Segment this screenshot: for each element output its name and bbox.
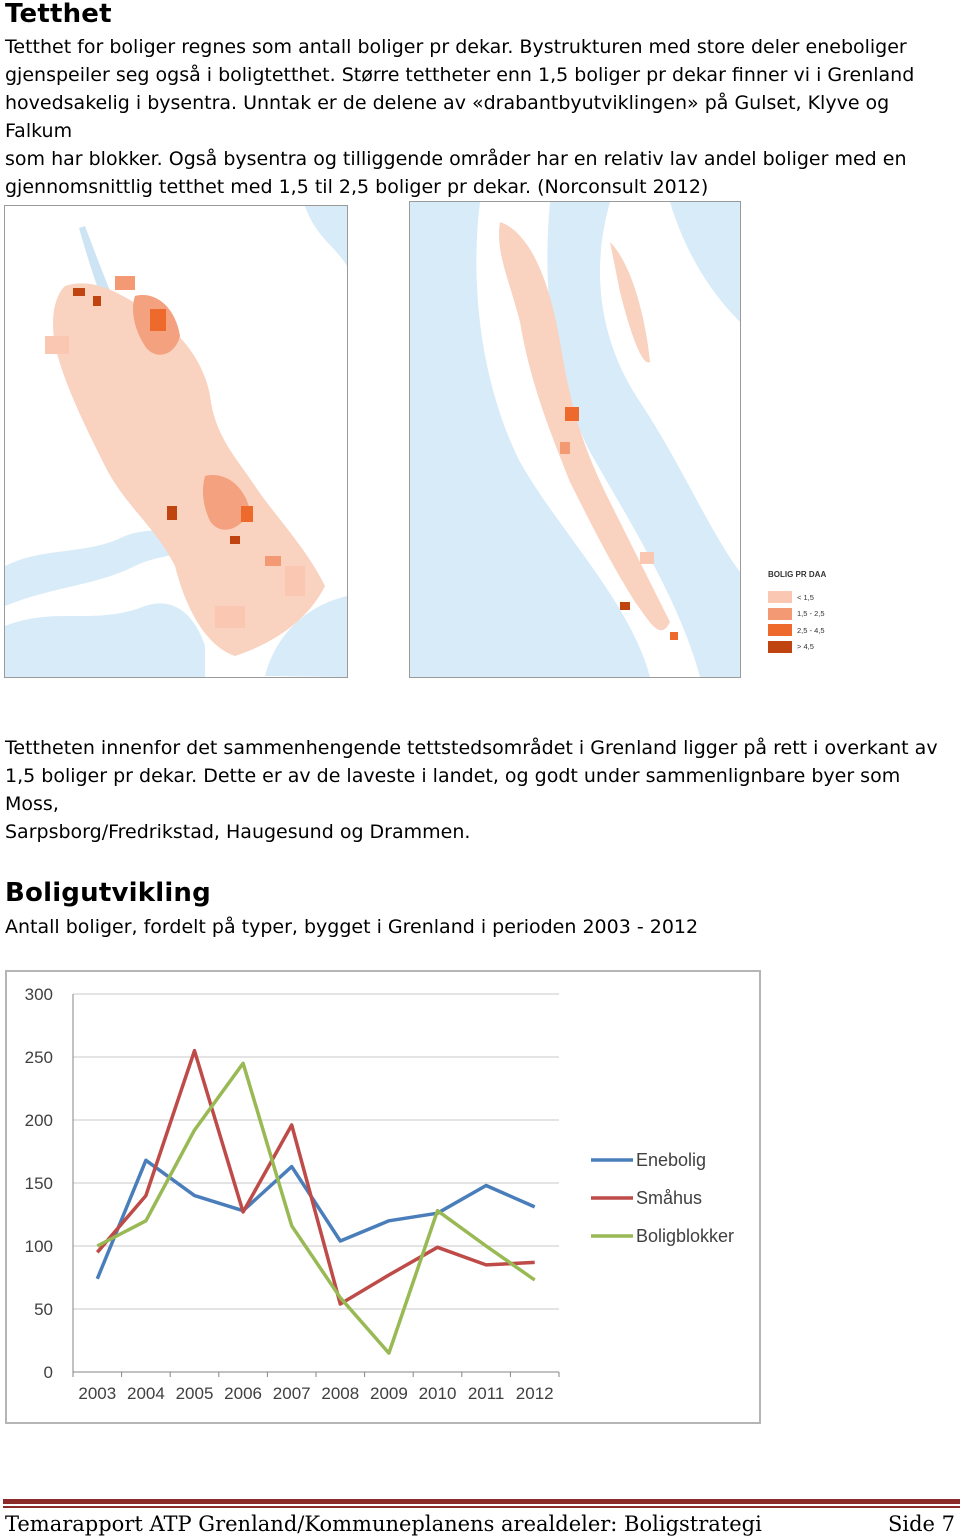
text-line: hovedsakelig i bysentra. Unntak er de delene av «drabantbyutviklingen» på Gulset, Klyve og Falkum [5,92,890,142]
tetthet-paragraph [5,33,950,201]
legend-item [768,589,848,606]
legend-label: Småhus [636,1188,703,1208]
legend-label: Enebolig [636,1150,707,1170]
density-map-left [4,205,348,678]
section-heading-boligutvikling: Boligutvikling [5,878,211,908]
y-tick-label: 50 [34,1300,53,1319]
x-tick-label: 2004 [126,1384,165,1403]
text-line: 1,5 boliger pr dekar. Dette er av de laveste i landet, og godt under sammenlignbare byer som Moss, [5,765,901,815]
line-chart [7,972,759,1422]
legend-label: 2,5 - 4,5 [797,625,825,635]
y-tick-label: 150 [24,1174,53,1193]
y-tick-label: 300 [24,985,53,1004]
series-line-småhus [97,1051,534,1304]
map-illustration [410,202,740,677]
page-number: Side 7 [887,1512,955,1536]
x-tick-label: 2003 [78,1384,117,1403]
legend-label: < 1,5 [797,592,814,602]
legend-label: Boligblokker [636,1226,735,1246]
x-tick-label: 2012 [515,1384,554,1403]
text-line: gjenspeiler seg også i boligtetthet. Større tettheter enn 1,5 boliger pr dekar finner vi i Grenland [5,64,915,86]
y-tick-label: 0 [43,1363,53,1382]
map-illustration [5,206,347,677]
footer-rule [3,1499,960,1504]
legend-title: BOLIG PR DAA [768,570,827,579]
y-tick-label: 100 [24,1237,53,1256]
legend-swatch [768,591,792,603]
legend-item [768,622,848,639]
x-tick-label: 2009 [369,1384,408,1403]
y-tick-label: 200 [24,1111,53,1130]
text-line: Tetthet for boliger regnes som antall boliger pr dekar. Bystrukturen med store deler eneboliger [5,36,907,58]
x-tick-label: 2008 [321,1384,360,1403]
text-line: Sarpsborg/Fredrikstad, Haugesund og Drammen. [5,821,471,843]
legend-item [768,606,848,623]
y-tick-label: 250 [24,1048,53,1067]
line-chart-frame [5,970,761,1424]
text-line: gjennomsnittlig tetthet med 1,5 til 2,5 boliger pr dekar. (Norconsult 2012) [5,176,709,198]
text-line: som har blokker. Også bysentra og tilliggende områder har en relativ lav andel boliger med en [5,148,907,170]
density-map-right [409,201,741,678]
legend-swatch [768,641,792,653]
x-tick-label: 2006 [224,1384,263,1403]
section-heading-tetthet: Tetthet [5,0,112,29]
x-tick-label: 2010 [418,1384,457,1403]
map-legend [768,570,848,655]
text-line: Tettheten innenfor det sammenhengende tettstedsområdet i Grenland ligger på rett i overkant av [5,737,938,759]
legend-swatch [768,624,792,636]
footer-rule [3,1506,960,1508]
legend-label: 1,5 - 2,5 [797,609,825,619]
x-tick-label: 2005 [175,1384,214,1403]
legend-item [768,639,848,656]
chart-subtitle: Antall boliger, fordelt på typer, bygget i Grenland i perioden 2003 - 2012 [5,916,699,938]
footer-title: Temarapport ATP Grenland/Kommuneplanens arealdeler: Boligstrategi [5,1512,762,1536]
legend-swatch [768,608,792,620]
x-tick-label: 2011 [467,1384,505,1403]
legend-label: > 4,5 [797,642,814,652]
tetthet-paragraph-2 [5,734,950,846]
x-tick-label: 2007 [272,1384,311,1403]
